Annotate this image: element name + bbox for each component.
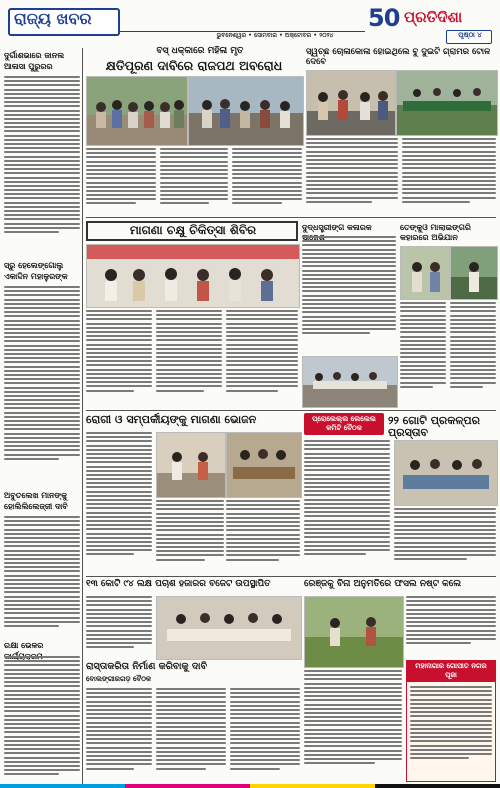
ration-photo bbox=[304, 596, 404, 668]
food-photo-1 bbox=[156, 432, 226, 498]
proposal-story-col2 bbox=[394, 508, 496, 572]
banner-headline: କ୍ଷତିପୂରଣ ଦାବିରେ ରାଜପଥ ଅବରୋଧ bbox=[105, 58, 283, 73]
medical-camp-story-col1 bbox=[86, 310, 152, 406]
meeting-story bbox=[302, 236, 396, 354]
banner-story-col2 bbox=[160, 148, 228, 214]
proposal-story-col1 bbox=[304, 440, 390, 572]
food-story-col3 bbox=[226, 500, 300, 572]
road-story-col1 bbox=[86, 688, 152, 782]
right-top-story-col1 bbox=[306, 138, 398, 214]
road-story-col3 bbox=[230, 688, 300, 782]
registration-marks bbox=[0, 784, 500, 788]
college-photo-2 bbox=[450, 246, 498, 300]
food-photo-2 bbox=[226, 432, 302, 498]
banner-story-col3 bbox=[232, 148, 302, 214]
left-mid-story bbox=[4, 286, 80, 486]
banner-story-col1 bbox=[86, 148, 156, 214]
college-photo-1 bbox=[400, 246, 450, 300]
meeting-photo bbox=[302, 356, 398, 408]
medical-camp-story-col3 bbox=[226, 310, 298, 406]
header-bar bbox=[0, 0, 500, 44]
left-mid-headline: ସ୍ରୁ ହେଲେଙ୍ଗୋଲୁ ଏକାଦ୍ଦିନ ମହାଳୁରଙ୍କ bbox=[4, 261, 68, 281]
column-divider bbox=[82, 48, 83, 784]
h-rule-1 bbox=[86, 217, 496, 218]
proposal-tag: ପ୍ରୋଲେଲ୍ଲ ଲେଲେଲ କମିଟି ବୈଠକ bbox=[312, 415, 376, 432]
road-story-col2 bbox=[156, 688, 226, 782]
left-top-headline: ଦୁର୍ଗାଶଭାରେ ଜାନଲ ଆଳାସା ପୁରୁରର bbox=[4, 51, 65, 71]
ration-headline: ରେଞ୍ଜକୁ ବିନା ଅନୁମତିରେ ଫସଲ ନଷ୍ଟ କଲେ bbox=[304, 579, 462, 589]
info-box-text bbox=[410, 686, 492, 778]
banner-photo bbox=[86, 76, 188, 146]
medical-camp-headline: ମାଗଣା ଚକ୍ଷୁ ଚିକିତ୍ସା ଶିବିର bbox=[129, 223, 257, 237]
dateline: ଭୁବନେଶ୍ୱର • ସୋମବାର • ଅକ୍ଟୋବର • ୨୦୨୪ bbox=[216, 32, 334, 39]
left-top-story bbox=[4, 76, 80, 256]
right-top-photo-1 bbox=[306, 70, 396, 136]
right-top-story-col2 bbox=[402, 138, 496, 214]
road-subheadline: ବୋଲଙ୍ଗୀରଗଡ଼ ବୈଠକ bbox=[86, 675, 152, 683]
info-box-title: ମହାନାଗାର ଗୋପୀତ ନଗର ପୂଜା bbox=[415, 662, 487, 679]
left-protest-headline: ଅବୁତଲେଖ ମାନଙ୍କୁ ହୋଲିଲିଲେଜ୍ଜୀ ଦାବି bbox=[4, 491, 68, 511]
right-top-headline: ସ୍ୱଚ୍ଛ ଚୋଳାକୋଳା ହୋଇଥିଲେ ବୁ ଦୁଇଟି ଗ୍ରାମର ଟୋଳ ଦେବେ bbox=[306, 47, 491, 67]
food-story-col2 bbox=[156, 500, 224, 572]
ration-story-col1 bbox=[304, 670, 402, 782]
proposal-photo bbox=[394, 440, 498, 506]
ration-story-col2 bbox=[406, 596, 496, 656]
h-rule-2 bbox=[86, 410, 496, 411]
masthead: ପ୍ରତିଦିଶା bbox=[404, 8, 463, 26]
food-story-col1 bbox=[86, 432, 152, 572]
food-headline: ରୋଗୀ ଓ ସମ୍ପର୍କୀୟଙ୍କୁ ମାଗଣା ଭୋଜନ bbox=[86, 413, 257, 426]
proposal-headline: ୨୨ ଗୋଟି ପ୍ରକଳ୍ପର ପ୍ରସ୍ତାବ bbox=[388, 414, 480, 439]
page-label: ପୃଷ୍ଠା ୪ bbox=[458, 31, 482, 39]
banner-kicker: ବସ୍ ଧକ୍କାରେ ମହିଳା ମୃତ bbox=[156, 46, 244, 56]
road-headline: ରାସ୍ତାକରିତା ନିର୍ମାଣ କରିବାକୁ ଦାବି bbox=[86, 661, 208, 672]
left-column bbox=[4, 48, 80, 784]
college-story-col2 bbox=[450, 302, 496, 406]
budget-headline: ୧୩ କୋଟି ୯୪ ଲକ୍ଷ ପଚାଶ ହଜାରର ବଜେଟ ଉପସ୍ଥାପିତ bbox=[86, 579, 271, 589]
college-story-col1 bbox=[400, 302, 446, 406]
left-program-story bbox=[4, 656, 80, 782]
banner-photo-2 bbox=[188, 76, 304, 146]
section-title: ରାଜ୍ୟ ଖବର bbox=[14, 9, 92, 28]
right-top-photo-2 bbox=[396, 70, 498, 136]
college-headline: ତେଙ୍କୁଓ ମାଲାଇଙ୍ଗରି କହାରରେ ଅଭିଯାନ bbox=[400, 223, 471, 242]
budget-photo bbox=[156, 596, 302, 660]
left-program-headline: ରକ୍ଷା ଭେଳର bbox=[4, 641, 44, 650]
medical-camp-story-col2 bbox=[156, 310, 222, 406]
budget-story-col1 bbox=[86, 596, 152, 658]
meeting-headline: ଦୁଦ୍ଧସ୍ତ୍ରୀଙ୍ଗ କଳାରକ bbox=[302, 223, 372, 232]
anniversary-logo: 50 bbox=[368, 4, 400, 32]
h-rule-3 bbox=[86, 576, 496, 577]
medical-camp-photo bbox=[86, 244, 300, 308]
left-protest-story bbox=[4, 516, 80, 636]
